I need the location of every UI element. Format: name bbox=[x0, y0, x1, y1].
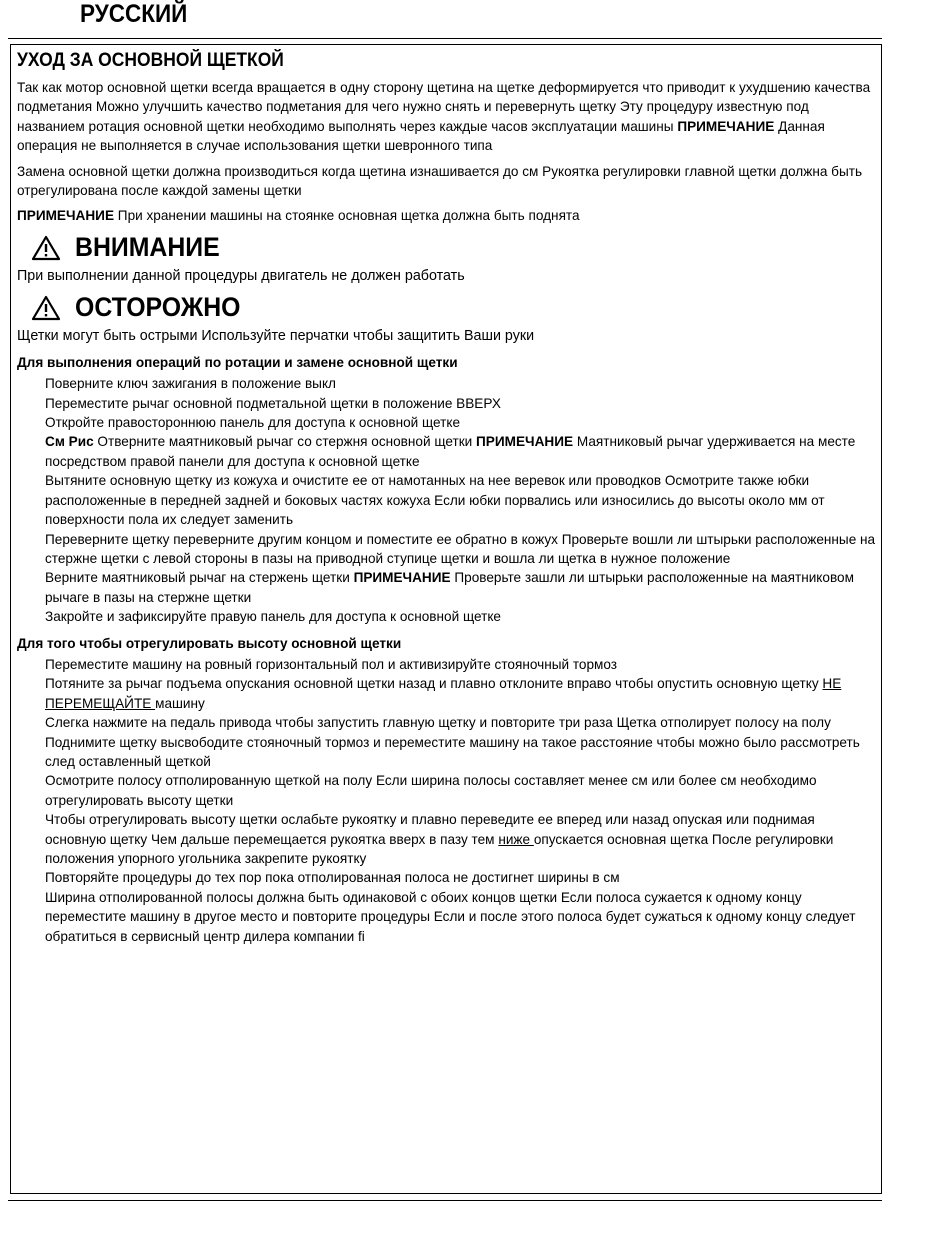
storage-note: ПРИМЕЧАНИЕ При хранении машины на стоянке основная щетка должна быть поднята bbox=[17, 208, 580, 224]
list-item: Повторяйте процедуры до тех пор пока отполированная полоса не достигнет ширины в см bbox=[45, 870, 620, 886]
do-not-move-emphasis: НЕ ПЕРЕМЕЩАЙТЕ bbox=[45, 676, 842, 711]
list-item: Вытяните основную щетку из кожуха и очистите ее от намотанных на нее веревок или проводков Осмотрите также юбки расположенные в передней задней и боковых частях кожуха Если юбки порвались или износились до высоты около мм от поверхности пола их следует заменить bbox=[45, 473, 825, 528]
rotation-heading: Для выполнения операций по ротации и замене основной щетки bbox=[17, 354, 458, 370]
list-item: Откройте правостороннюю панель для доступа к основной щетке bbox=[45, 415, 461, 431]
lower-emphasis: ниже bbox=[498, 831, 534, 847]
section-title: УХОД ЗА ОСНОВНОЙ ЩЕТКОЙ bbox=[17, 50, 284, 71]
caution-triangle-icon bbox=[31, 295, 61, 321]
list-item: Чтобы отрегулировать высоту щетки ослабьте рукоятку и плавно переведите ее вперед или назад опуская или поднимая основную щетку Чем дальше перемещается рукоятка вверх в пазу тем ниже опускается основная щетка После регулировки положения упорного угольника закрепите рукоятку bbox=[45, 812, 834, 866]
list-item: Переместите рычаг основной подметальной щетки в положение ВВЕРХ bbox=[45, 395, 501, 411]
intro-paragraph: Так как мотор основной щетки всегда вращается в одну сторону щетина на щетке деформируется что приводит к ухудшению качества подметания Можно улучшить качество подметания для чего нужно снять и перевернуть щетку Эту процедуру известную под названием ротация основной щетки необходимо выполнять через каждые часов эксплуатации машины ПРИМЕЧАНИЕ Данная операция не выполняется в случае использования щетки шевронного типа bbox=[17, 80, 871, 154]
list-item: Осмотрите полосу отполированную щеткой на полу Если ширина полосы составляет менее см или более см необходимо отрегулировать высоту щетки bbox=[45, 773, 817, 808]
caution-text: Щетки могут быть острыми Используйте перчатки чтобы защитить Ваши руки bbox=[17, 327, 535, 344]
warning-title: ВНИМАНИЕ bbox=[75, 232, 220, 263]
adjust-heading: Для того чтобы отрегулировать высоту основной щетки bbox=[17, 635, 402, 651]
list-item: Закройте и зафиксируйте правую панель для доступа к основной щетке bbox=[45, 609, 501, 625]
warning-text: При выполнении данной процедуры двигатель не должен работать bbox=[17, 267, 465, 284]
language-title: РУССКИЙ bbox=[80, 0, 188, 28]
list-item: Верните маятниковый рычаг на стержень щетки ПРИМЕЧАНИЕ Проверьте зашли ли штырьки расположенные на маятниковом рычаге в пазы на стержне щетки bbox=[45, 570, 854, 605]
note-label: ПРИМЕЧАНИЕ bbox=[17, 208, 115, 224]
list-item: Переместите машину на ровный горизонтальный пол и активизируйте стояночный тормоз bbox=[45, 656, 618, 672]
list-item: Потяните за рычаг подъема опускания основной щетки назад и плавно отклоните вправо чтобы опустить основную щетку НЕ ПЕРЕМЕЩАЙТЕ машину bbox=[45, 676, 842, 711]
main-content bbox=[17, 50, 877, 946]
note-label: ПРИМЕЧАНИЕ bbox=[677, 118, 775, 134]
list-item: Ширина отполированной полосы должна быть одинаковой с обоих концов щетки Если полоса сужается к одному концу переместите машину в другое место и повторите процедуры Если и после этого полоса будет сужаться к одному концу следует обратиться в сервисный центр дилера компании fi bbox=[45, 889, 856, 944]
caution-title: ОСТОРОЖНО bbox=[75, 292, 241, 323]
warning-heading bbox=[17, 230, 877, 266]
warning-triangle-icon bbox=[31, 235, 61, 261]
list-item: См Рис Отверните маятниковый рычаг со стержня основной щетки ПРИМЕЧАНИЕ Маятниковый рычаг удерживается на месте посредством правой панели для доступа к основной щетке bbox=[45, 434, 856, 469]
list-item: Слегка нажмите на педаль привода чтобы запустить главную щетку и повторите три раза Щетка отполирует полосу на полу Поднимите щетку высвободите стояночный тормоз и переместите машину на такое расстояние чтобы можно было рассмотреть след оставленный щеткой bbox=[45, 715, 860, 769]
bottom-divider bbox=[8, 1200, 882, 1201]
list-item: Переверните щетку переверните другим концом и поместите ее обратно в кожух Проверьте вошли ли штырьки расположенные на стержне щетки с левой стороны в пазы на приводной ступице щетки и вошла ли щетка в нужное положение bbox=[45, 531, 876, 566]
adjust-steps bbox=[17, 655, 877, 946]
caution-heading bbox=[17, 290, 877, 326]
list-item: Поверните ключ зажигания в положение выкл bbox=[45, 376, 336, 392]
rotation-steps bbox=[17, 374, 877, 626]
top-divider bbox=[8, 38, 882, 39]
replacement-paragraph: Замена основной щетки должна производиться когда щетина изнашивается до см Рукоятка регулировки главной щетки должна быть отрегулирована после каждой замены щетки bbox=[17, 163, 863, 199]
